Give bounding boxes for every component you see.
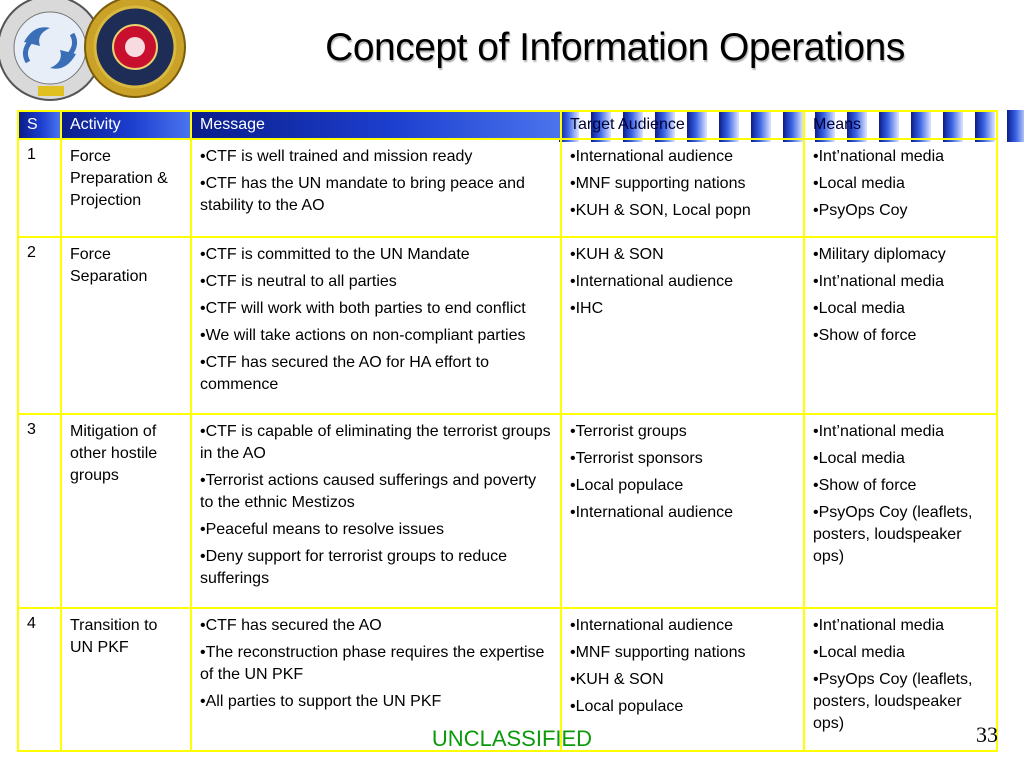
means-bullet: •Int’national media xyxy=(813,273,945,291)
crest-logo-icon xyxy=(82,0,188,100)
target-cell xyxy=(561,237,804,413)
target-bullet: •MNF supporting nations xyxy=(570,643,746,661)
target-bullet: •KUH & SON xyxy=(570,246,664,264)
message-bullet: •Terrorist actions caused sufferings and poverty to the ethnic Mestizos xyxy=(200,471,537,511)
target-bullet: •International audience xyxy=(570,148,734,165)
table-row xyxy=(18,139,997,237)
means-bullet: •Local media xyxy=(813,643,905,661)
target-bullet: •KUH & SON xyxy=(570,670,664,688)
table-row xyxy=(18,237,997,413)
means-cell xyxy=(804,237,997,413)
message-bullet: •CTF is committed to the UN Mandate xyxy=(200,246,470,264)
target-bullet: •Local populace xyxy=(570,697,684,715)
classification-label: UNCLASSIFIED xyxy=(431,726,593,751)
means-cell xyxy=(804,139,997,237)
table-row xyxy=(18,414,997,608)
slide-title: Concept of Information Operations xyxy=(325,26,905,69)
activity-cell: Mitigation of other hostile groups xyxy=(61,414,191,608)
means-bullet: •Local media xyxy=(813,300,905,318)
message-bullet: •CTF is capable of eliminating the terrorist groups in the AO xyxy=(200,422,551,462)
row-number-cell: 3 xyxy=(18,414,61,608)
means-bullet: •Local media xyxy=(813,449,905,467)
target-bullet: •IHC xyxy=(570,300,604,318)
means-cell xyxy=(804,414,997,608)
io-concept-table xyxy=(17,110,998,752)
target-bullet: •International audience xyxy=(570,273,734,291)
target-bullet: •MNF supporting nations xyxy=(570,175,746,192)
target-cell xyxy=(561,139,804,237)
means-bullet: •Int’national media xyxy=(813,148,945,165)
target-cell xyxy=(561,414,804,608)
activity-cell: Transition to UN PKF xyxy=(61,608,191,751)
target-bullet: •Terrorist groups xyxy=(570,422,687,440)
message-bullet: •CTF will work with both parties to end conflict xyxy=(200,300,526,318)
message-cell xyxy=(191,139,561,237)
means-bullet: •Int’national media xyxy=(813,616,945,634)
message-bullet: •The reconstruction phase requires the expertise of the UN PKF xyxy=(200,643,545,683)
activity-cell: Force Preparation & Projection xyxy=(61,139,191,237)
table-header-row xyxy=(18,111,997,139)
message-bullet: •CTF is well trained and mission ready xyxy=(200,148,473,165)
page-number: 33 xyxy=(976,722,998,747)
message-bullet: •CTF has secured the AO xyxy=(200,616,382,634)
row-number-cell: 1 xyxy=(18,139,61,237)
row-number-cell: 2 xyxy=(18,237,61,413)
means-bullet: •Show of force xyxy=(813,476,917,494)
activity-cell: Force Separation xyxy=(61,237,191,413)
header-means: Means xyxy=(804,111,997,139)
target-bullet: •KUH & SON, Local popn xyxy=(570,202,751,219)
means-bullet: •PsyOps Coy (leaflets, posters, loudspeaker ops) xyxy=(813,670,973,732)
target-bullet: •International audience xyxy=(570,503,734,521)
header-s: S xyxy=(18,111,61,139)
means-bullet: •Int’national media xyxy=(813,422,945,440)
row-number-cell: 4 xyxy=(18,608,61,751)
means-bullet: •PsyOps Coy xyxy=(813,202,908,219)
message-bullet: •We will take actions on non-compliant parties xyxy=(200,327,526,345)
target-bullet: •Terrorist sponsors xyxy=(570,449,703,467)
header-activity: Activity xyxy=(61,111,191,139)
target-bullet: •International audience xyxy=(570,616,734,634)
means-bullet: •Show of force xyxy=(813,327,917,345)
message-bullet: •CTF has the UN mandate to bring peace and stability to the AO xyxy=(200,175,525,214)
message-bullet: •Peaceful means to resolve issues xyxy=(200,520,444,538)
message-bullet: •Deny support for terrorist groups to reduce sufferings xyxy=(200,547,508,587)
message-cell xyxy=(191,414,561,608)
message-bullet: •CTF is neutral to all parties xyxy=(200,273,397,291)
message-bullet: •CTF has secured the AO for HA effort to commence xyxy=(200,354,489,394)
means-bullet: •Military diplomacy xyxy=(813,246,946,264)
header-target-audience: Target Audience xyxy=(561,111,804,139)
means-bullet: •Local media xyxy=(813,175,905,192)
message-cell xyxy=(191,237,561,413)
header-message: Message xyxy=(191,111,561,139)
target-bullet: •Local populace xyxy=(570,476,684,494)
means-bullet: •PsyOps Coy (leaflets, posters, loudspeaker ops) xyxy=(813,503,973,565)
message-bullet: •All parties to support the UN PKF xyxy=(200,692,442,710)
